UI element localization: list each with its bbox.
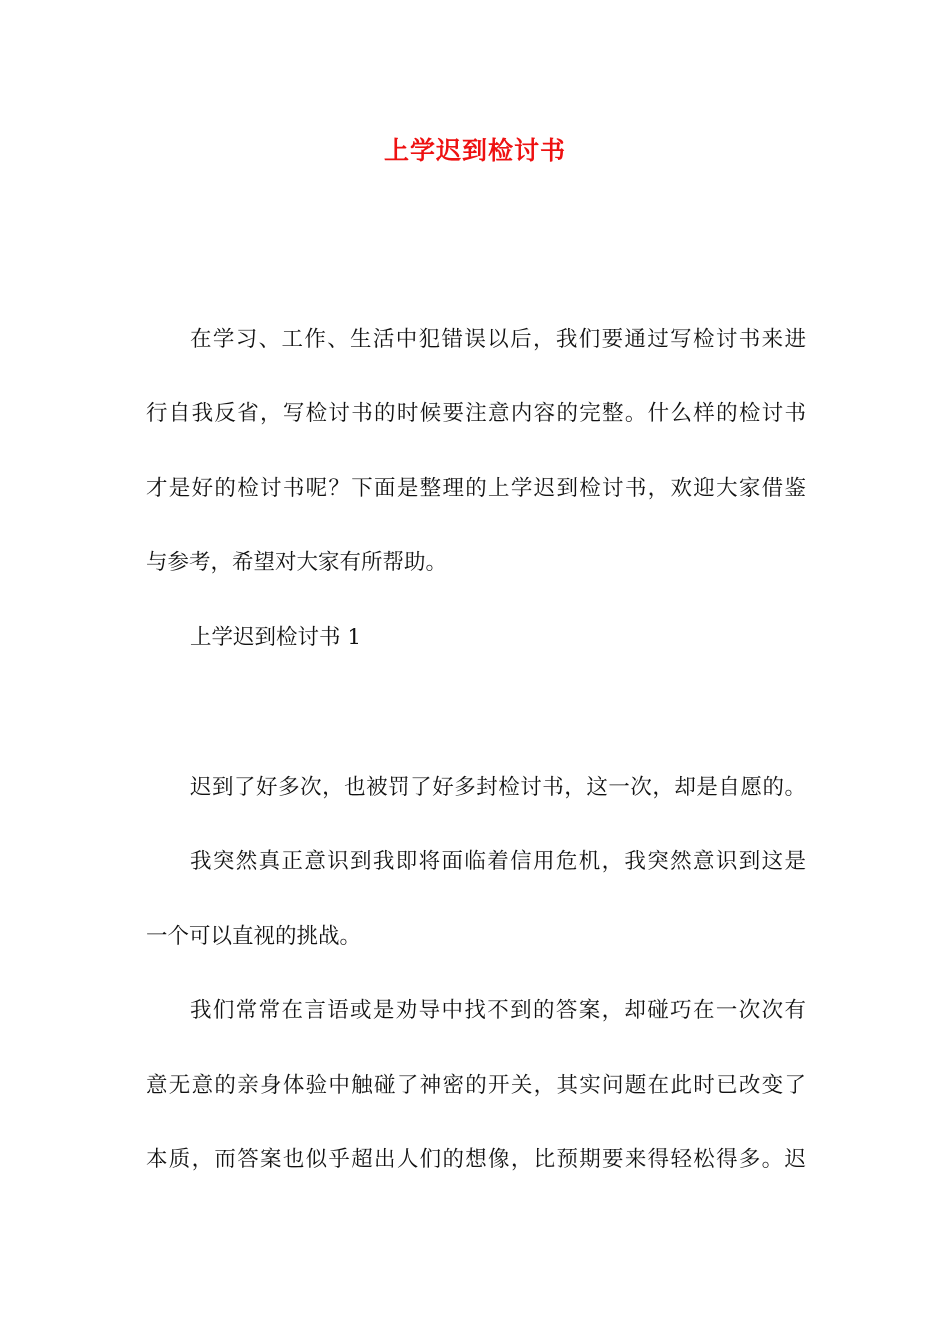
paragraph-line: 迟到了好多次，也被罚了好多封检讨书，这一次，却是自愿的。: [190, 775, 806, 800]
paragraph-line: 我们常常在言语或是劝导中找不到的答案，却碰巧在一次次有: [190, 998, 806, 1023]
paragraph-line: 行自我反省，写检讨书的时候要注意内容的完整。什么样的检讨书: [146, 401, 806, 426]
paragraph-line: 与参考，希望对大家有所帮助。: [146, 550, 448, 575]
paragraph-line: 我突然真正意识到我即将面临着信用危机，我突然意识到这是: [190, 849, 806, 874]
paragraph-line: 意无意的亲身体验中触碰了神密的开关，其实问题在此时已改变了: [146, 1073, 806, 1098]
section-heading: 上学迟到检讨书 1: [190, 625, 362, 650]
paragraph-line: 才是好的检讨书呢？下面是整理的上学迟到检讨书，欢迎大家借鉴: [146, 476, 806, 501]
paragraph-line: 在学习、工作、生活中犯错误以后，我们要通过写检讨书来进: [190, 327, 806, 352]
paragraph-line: 本质，而答案也似乎超出人们的想像，比预期要来得轻松得多。迟: [146, 1147, 806, 1172]
document-title: 上学迟到检讨书: [383, 136, 566, 165]
paragraph-line: 一个可以直视的挑战。: [146, 924, 362, 949]
